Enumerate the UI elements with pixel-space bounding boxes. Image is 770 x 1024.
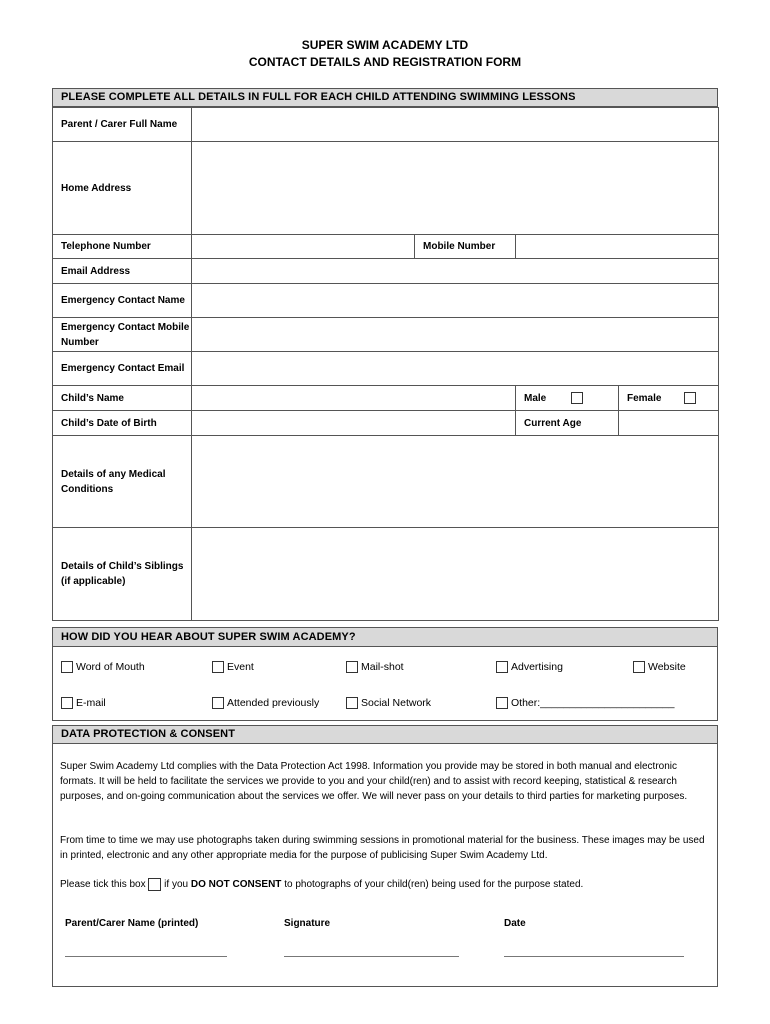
website-label: Website — [648, 661, 686, 673]
option-other[interactable] — [496, 697, 675, 709]
website-checkbox[interactable] — [633, 661, 645, 673]
no-consent-checkbox[interactable] — [148, 878, 161, 891]
email-label: Email Address — [53, 259, 192, 284]
event-checkbox[interactable] — [212, 661, 224, 673]
consent-line — [60, 877, 720, 892]
data-protection-heading: DATA PROTECTION & CONSENT — [52, 725, 718, 744]
parent-name-label: Parent / Carer Full Name — [53, 108, 192, 142]
child-dob-field[interactable] — [192, 411, 516, 436]
consent-bold: DO NOT CONSENT — [190, 879, 282, 890]
emergency-name-label: Emergency Contact Name — [53, 284, 192, 318]
female-label: Female — [627, 392, 662, 404]
option-mail-shot[interactable] — [346, 661, 404, 673]
sig-name-line[interactable] — [65, 956, 227, 957]
telephone-label: Telephone Number — [53, 235, 192, 259]
sig-signature-line[interactable] — [284, 956, 459, 957]
email-checkbox[interactable] — [61, 697, 73, 709]
word-of-mouth-checkbox[interactable] — [61, 661, 73, 673]
male-label: Male — [524, 392, 547, 404]
attended-previously-label: Attended previously — [227, 697, 320, 709]
child-name-field[interactable] — [192, 386, 516, 411]
sig-date-line[interactable] — [504, 956, 684, 957]
data-protection-text: Super Swim Academy Ltd complies with the Data Protection Act 1998. Information you provide may be stored in both manual and electronic formats. It will be held to facilitate the services we provide to you and your child(ren) and to assist with record keeping, statistical & research purposes, and on-going communication about the services we offer. We will never pass on your details to third parties for marketing purposes. — [60, 761, 688, 802]
consent-post: to photographs of your child(ren) being used for the purpose stated. — [281, 879, 584, 890]
male-cell — [516, 386, 619, 411]
word-of-mouth-label: Word of Mouth — [76, 661, 145, 673]
advertising-label: Advertising — [511, 661, 563, 673]
female-checkbox[interactable] — [684, 392, 696, 404]
attended-previously-checkbox[interactable] — [212, 697, 224, 709]
social-network-label: Social Network — [361, 697, 432, 709]
option-social-network[interactable] — [346, 697, 431, 709]
medical-field[interactable] — [192, 436, 719, 528]
consent-mid: if you — [161, 879, 191, 890]
email-option-label: E-mail — [76, 697, 106, 709]
current-age-label: Current Age — [516, 411, 619, 436]
mobile-label: Mobile Number — [415, 235, 516, 259]
social-network-checkbox[interactable] — [346, 697, 358, 709]
male-checkbox[interactable] — [571, 392, 583, 404]
details-table — [52, 107, 719, 621]
medical-label: Details of any Medical Conditions — [53, 436, 192, 528]
photo-policy-text: From time to time we may use photographs taken during swimming sessions in promotional material for the business. These images may be used in printed, electronic and any other appropriate media for the purpose of publicising Super Swim Academy Ltd. — [60, 835, 705, 861]
company-name: SUPER SWIM ACADEMY LTD — [301, 38, 469, 52]
event-label: Event — [227, 661, 254, 673]
mail-shot-checkbox[interactable] — [346, 661, 358, 673]
option-website[interactable] — [633, 661, 686, 673]
option-word-of-mouth[interactable] — [61, 661, 145, 673]
siblings-label: Details of Child’s Siblings — [61, 561, 184, 572]
mobile-field[interactable] — [516, 235, 719, 259]
option-advertising[interactable] — [496, 661, 563, 673]
child-dob-label: Child’s Date of Birth — [53, 411, 192, 436]
other-label: Other:_______________________ — [511, 697, 675, 709]
option-attended-previously[interactable] — [212, 697, 319, 709]
telephone-field[interactable] — [192, 235, 415, 259]
consent-pre: Please tick this box — [60, 879, 146, 890]
home-address-label: Home Address — [53, 142, 192, 235]
emergency-mobile-field[interactable] — [192, 318, 719, 352]
option-email[interactable] — [61, 697, 106, 709]
female-cell — [619, 386, 719, 411]
home-address-field[interactable] — [192, 142, 719, 235]
parent-name-field[interactable] — [192, 108, 719, 142]
sig-date-label: Date — [504, 918, 526, 929]
current-age-field[interactable] — [619, 411, 719, 436]
emergency-email-field[interactable] — [192, 352, 719, 386]
option-event[interactable] — [212, 661, 254, 673]
siblings-note: (if applicable) — [61, 576, 126, 587]
hear-about-box — [52, 646, 718, 721]
emergency-mobile-label: Emergency Contact Mobile Number — [53, 318, 192, 352]
advertising-checkbox[interactable] — [496, 661, 508, 673]
form-title: CONTACT DETAILS AND REGISTRATION FORM — [248, 55, 522, 69]
sig-name-label: Parent/Carer Name (printed) — [65, 918, 199, 929]
mail-shot-label: Mail-shot — [361, 661, 404, 673]
email-field[interactable] — [192, 259, 719, 284]
emergency-email-label: Emergency Contact Email — [53, 352, 192, 386]
siblings-cell — [53, 528, 192, 621]
other-checkbox[interactable] — [496, 697, 508, 709]
details-section-heading: PLEASE COMPLETE ALL DETAILS IN FULL FOR EACH CHILD ATTENDING SWIMMING LESSONS — [52, 88, 718, 107]
emergency-name-field[interactable] — [192, 284, 719, 318]
sig-signature-label: Signature — [284, 918, 331, 929]
child-name-label: Child’s Name — [53, 386, 192, 411]
siblings-field[interactable] — [192, 528, 719, 621]
hear-about-heading: HOW DID YOU HEAR ABOUT SUPER SWIM ACADEMY? — [52, 627, 718, 647]
